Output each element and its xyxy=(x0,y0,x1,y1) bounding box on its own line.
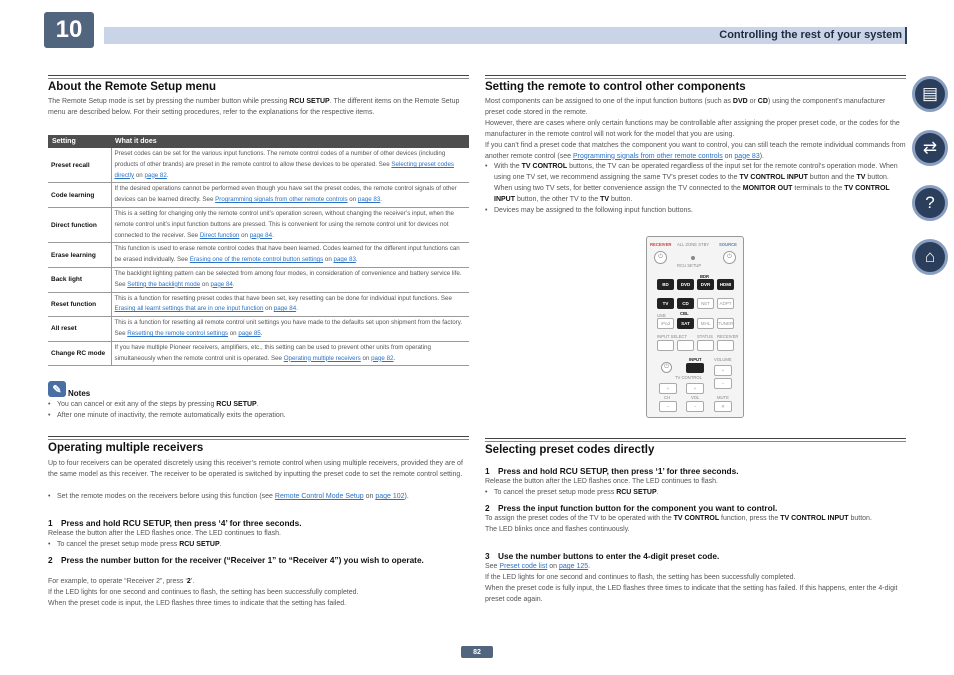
col-setting: Setting xyxy=(48,135,111,148)
remote-button: TV xyxy=(657,298,674,309)
vol-up-icon: + xyxy=(686,383,704,394)
step-3-text: See Preset code list on page 125. If the LED lights for one second and continues to flash, the setting has been successfully completed. When the preset code is fully input, the LED flashes three times to indicate that the setting has failed. If this happens, enter the 4-digit preset code again. xyxy=(485,563,898,603)
step-3: 3 Use the number buttons to enter the 4-digit preset code. xyxy=(485,551,720,561)
ch-up-icon: + xyxy=(659,383,677,394)
volume-label: VOLUME xyxy=(714,357,732,362)
step-1: 1 Press and hold RCU SETUP, then press ‘1’ for three seconds. xyxy=(485,466,739,476)
table-row xyxy=(48,267,469,292)
link-programming[interactable]: Programming signals from other remote controls xyxy=(572,152,723,160)
table-link[interactable]: Direct function xyxy=(199,231,240,239)
section-rule xyxy=(48,436,469,437)
preset-title: Selecting preset codes directly xyxy=(485,444,655,456)
appendix-icon[interactable]: ⌂ xyxy=(912,239,948,275)
mute-label: MUTE xyxy=(717,395,729,400)
remote-button xyxy=(677,340,694,351)
step-2-text: For example, to operate “Receiver 2”, press ‘2’. If the LED lights for one second and continues to flash, the setting has been successfully completed. When the preset code is input, the LED flashes three times to indicate that the setting has failed. xyxy=(48,578,359,607)
step-1: 1 Press and hold RCU SETUP, then press ‘4’ for three seconds. xyxy=(48,518,302,528)
vol-down-icon: − xyxy=(686,401,704,412)
link-preset-list[interactable]: Preset code list xyxy=(499,563,548,570)
link-page[interactable]: page 83 xyxy=(734,152,760,160)
receiver-label: RECEIVER xyxy=(650,242,672,247)
col-what: What it does xyxy=(111,135,469,148)
table-link[interactable]: Erasing all learnt settings that are in one input function xyxy=(114,305,264,313)
faq-icon[interactable]: ? xyxy=(912,185,948,221)
setting-description: This is a function for resetting all remote control unit settings you have made to the defaults set upon shipment from the factory. See Resetting the remote control settings on page 85. xyxy=(111,317,469,342)
about-title: About the Remote Setup menu xyxy=(48,81,217,93)
table-link[interactable]: Erasing one of the remote control button settings xyxy=(189,256,324,264)
vol-up-icon: + xyxy=(714,365,732,376)
table-row xyxy=(48,148,469,183)
about-intro: The Remote Setup mode is set by pressing the number button while pressing RCU SETUP. The different items on the Remote Setup menu are described below. For their setting procedures, refer to the explanations for the respective items. xyxy=(48,98,460,116)
remote-button xyxy=(657,340,674,351)
setting-label: Code learning xyxy=(48,183,111,208)
table-link[interactable]: Selecting preset codes directly xyxy=(114,160,454,179)
setting-description: If you have multiple Pioneer receivers, amplifiers, etc., this setting can be used to prevent other units from operating simultaneously when the remote control unit is operated. See Operating multiple receivers on page 82. xyxy=(111,341,469,366)
table-row xyxy=(48,317,469,342)
manual-icon[interactable]: ▤ xyxy=(912,76,948,112)
vol-label: VOL xyxy=(691,395,700,400)
remote-button: NET xyxy=(697,298,714,309)
setting-body: Most components can be assigned to one of the input function buttons (such as DVD or CD) using the component’s manufacturer preset code stored in the remote. However, there are cases where only certain functions may be controllable after assigning the proper preset code, or the codes for the manufacturer in the remote control will not work for the model that you are using. If you can’t find a preset code that matches the component you want to control, you can still teach the remote individual commands from another remote control (see Programming signals from other remote controls on page 83). • With the TV CONTROL buttons, the TV can be operated regardless of the input set for the remote control’s operation mode. When using one TV set, we recommend assigning the same TV’s preset codes to the TV CONTROL INPUT button and the TV button. When using two TV sets, for better convenience assign the TV connected to the MONITOR OUT terminals to the TV CONTROL INPUT button, the other TV to the TV button. • Devices may be assigned to the following input function buttons. xyxy=(485,97,906,217)
setting-description: The backlight lighting pattern can be selected from among four modes, in consideration of convenience and battery service life. See Setting the backlight mode on page 84. xyxy=(111,267,469,292)
link-remote-mode[interactable]: Remote Control Mode Setup xyxy=(274,493,364,500)
table-row xyxy=(48,292,469,317)
chapter-number: 10 xyxy=(44,12,94,48)
page-link[interactable]: page 83 xyxy=(333,256,356,264)
multi-title: Operating multiple receivers xyxy=(48,442,204,454)
remote-button: DVR xyxy=(697,279,714,290)
setting-description: This function is used to erase remote control codes that have been learned. Codes learned for the different input functions can be erased individually. See Erasing one of the remote control button settings on page 83. xyxy=(111,243,469,268)
page-link[interactable]: page 83 xyxy=(357,196,381,204)
input-label: INPUT xyxy=(689,357,702,362)
page-number: 82 xyxy=(461,646,493,658)
remote-button: CD xyxy=(677,298,694,309)
step-1-text: Release the button after the LED flashes once. The LED continues to flash. • To cancel the preset setup mode press RCU SETUP. xyxy=(48,529,469,551)
mute-icon: ✕ xyxy=(714,401,732,412)
table-link[interactable]: Resetting the remote control settings xyxy=(127,329,229,337)
note-item: • After one minute of inactivity, the remote automatically exits the operation. xyxy=(48,411,469,422)
table-row xyxy=(48,207,469,242)
setting-label: Erase learning xyxy=(48,243,111,268)
section-rule xyxy=(48,75,469,76)
table-row xyxy=(48,183,469,208)
remote-key-label: INPUT SELECT xyxy=(657,334,687,339)
tv-input-button xyxy=(686,363,704,373)
tvctrl-label: TV CONTROL xyxy=(675,375,702,380)
multi-bullet: • Set the remote modes on the receivers before using this function (see Remote Control Mode Setup on page 102). xyxy=(48,492,469,503)
table-row xyxy=(48,243,469,268)
remote-button: TUNER xyxy=(717,318,734,329)
setting-description: Preset codes can be set for the various input functions. The remote control codes of a number of other devices (including products of other brands) are preset in the remote control to allow these devices to be operated. See Selecting preset codes directly on page 82. xyxy=(111,148,469,183)
rcu-label: RCU SETUP xyxy=(677,263,702,268)
section-rule xyxy=(485,438,906,439)
allzone-label: ALL ZONE STBY xyxy=(677,242,710,247)
notes-icon: ✎ xyxy=(48,381,66,397)
cbl-label: CBL xyxy=(680,311,689,316)
page-link[interactable]: page 84 xyxy=(249,231,273,239)
notes-list xyxy=(48,400,469,422)
page-link[interactable]: page 85 xyxy=(238,329,261,337)
note-item: • You can cancel or exit any of the steps by pressing RCU SETUP. xyxy=(48,400,469,411)
table-link[interactable]: Operating multiple receivers xyxy=(283,354,361,362)
remote-illustration xyxy=(646,236,744,418)
link-page[interactable]: page 125 xyxy=(558,563,589,570)
remote-key-label: USB xyxy=(657,313,666,318)
remote-button: BD xyxy=(657,279,674,290)
table-link[interactable]: Setting the backlight mode xyxy=(127,280,201,288)
bdr-label: BDR xyxy=(700,274,710,279)
section-rule xyxy=(485,75,906,76)
source-label: SOURCE xyxy=(719,242,737,247)
page-link[interactable]: page 84 xyxy=(210,280,233,288)
step-2: 2 Press the number button for the receiver (“Receiver 1” to “Receiver 4”) you wish to operate. xyxy=(48,555,424,565)
power-icon: ⏻ xyxy=(654,251,667,264)
setting-description: If the desired operations cannot be performed even though you have set the preset codes, the remote control signals of other devices can be learned directly. See Programming signals from other remote controls on page 83. xyxy=(111,183,469,208)
step-1-text: Release the button after the LED flashes once. The LED continues to flash. • To cancel the preset setup mode press RCU SETUP. xyxy=(485,477,906,499)
setting-label: Reset function xyxy=(48,292,111,317)
settings-table xyxy=(48,135,469,366)
power-icon: ⏻ xyxy=(723,251,736,264)
led-indicator xyxy=(691,256,695,260)
remote-button: MHL xyxy=(697,318,714,329)
notes-title: Notes xyxy=(68,389,91,398)
connection-icon[interactable]: ⇄ xyxy=(912,130,948,166)
table-link[interactable]: Programming signals from other remote controls xyxy=(215,196,348,204)
ch-down-icon: − xyxy=(659,401,677,412)
ch-label: CH xyxy=(664,395,671,400)
setting-label: Preset recall xyxy=(48,148,111,183)
vol-down-icon: − xyxy=(714,378,732,389)
step-2-text: To assign the preset codes of the TV to be operated with the TV CONTROL function, press the TV CONTROL INPUT button. The LED blinks once and flashes continuously. xyxy=(485,515,872,533)
setting-label: Change RC mode xyxy=(48,341,111,366)
setting-description: This is a function for resetting preset codes that have been set, key resetting can be done for individual input functions. See Erasing all learnt settings that are in one input function on page 84. xyxy=(111,292,469,317)
link-page[interactable]: page 102 xyxy=(375,493,405,500)
setting-title: Setting the remote to control other components xyxy=(485,81,746,93)
remote-button: HDMI xyxy=(717,279,734,290)
page-link[interactable]: page 84 xyxy=(273,305,297,313)
step-2: 2 Press the input function button for the component you want to control. xyxy=(485,503,778,513)
remote-button xyxy=(717,340,734,351)
power-icon: ⏻ xyxy=(661,362,672,373)
remote-button: SAT xyxy=(677,318,694,329)
remote-button: iPod xyxy=(657,318,674,329)
chapter-title: Controlling the rest of your system xyxy=(719,29,902,41)
setting-label: Direct function xyxy=(48,207,111,242)
setting-label: Back light xyxy=(48,267,111,292)
setting-description: This is a setting for changing only the remote control unit’s operation screen, without changing the receiver’s input, when the remote control unit’s input function buttons are pressed. This is convenient for using the remote control unit for devices not connected to the receiver. See Direct function on page 84. xyxy=(111,207,469,242)
page-link[interactable]: page 82 xyxy=(371,354,394,362)
remote-button xyxy=(697,340,714,351)
remote-button: DVD xyxy=(677,279,694,290)
page-link[interactable]: page 82 xyxy=(144,171,167,179)
table-row xyxy=(48,341,469,366)
remote-key-label: STATUS xyxy=(697,334,713,339)
remote-button: ADPT xyxy=(717,298,734,309)
remote-key-label: RECEIVER xyxy=(717,334,739,339)
multi-intro: Up to four receivers can be operated discretely using this receiver’s remote control when using multiple receivers, provided they are of the same model as this receiver. The receiver to be operated is switched by inputting the preset code to set the remote control setting. xyxy=(48,460,463,478)
setting-label: All reset xyxy=(48,317,111,342)
